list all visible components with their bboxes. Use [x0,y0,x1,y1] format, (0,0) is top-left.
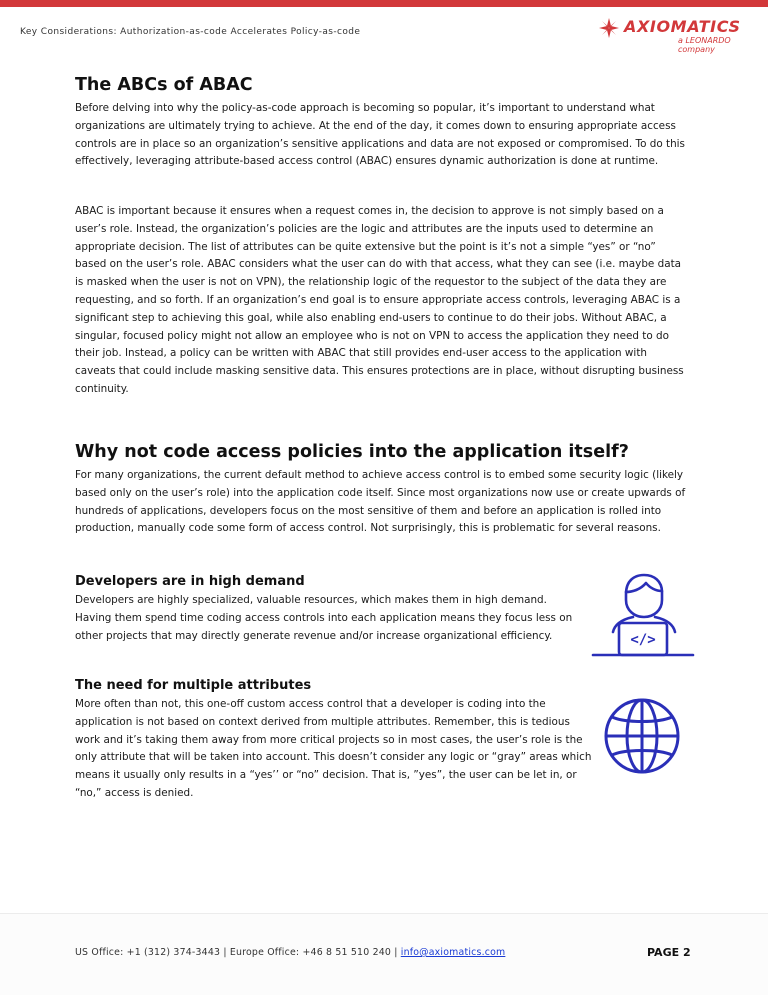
section-paragraph-why: For many organizations, the current default method to achieve access control is to embed some security logic (likely based only on the user’s role) into the application code itself. Since most organizations now use or create upwards of hundreds of applications, developers focus on the most sensitive of them and before an application is rolled into production, manually code some form of access control. Not surprisingly, this is problematic for several reasons. [75,469,686,535]
section-heading-abac: The ABCs of ABAC [75,75,253,95]
section-paragraph-abac-1: Before delving into why the policy-as-code approach is becoming so popular, it’s important to understand what organizations are ultimately trying to achieve. At the end of the day, it comes down to ensuring appropriate access controls are in place so an organization’s sensitive applications and data are not exposed or compromised. To do this effectively, leveraging attribute-based access control (ABAC) ensures dynamic authorization is done at runtime. [75,102,685,168]
document-header-title: Key Considerations: Authorization-as-code Accelerates Policy-as-code [20,27,361,37]
axiomatics-logo-mark-icon [598,17,620,39]
section-paragraph-abac-2: ABAC is important because it ensures when a request comes in, the decision to approve is not simply based on a user’s role. Instead, the organization’s policies are the logic and attributes are the inputs used to determine an appropriate decision. The list of attributes can be quite extensive but the point is it’s not a simple “yes” or “no” based on the user’s role. ABAC considers what the user can do with that access, what they can see (i.e. maybe data is masked when the user is not on VPN), the relationship logic of the requestor to the subject of the data they are requesting, and so forth. If an organization’s end goal is to ensure appropriate access controls, leveraging ABAC is a significant step to achieving this goal, while also enabling end-users to continue to do their jobs. Without ABAC, a singular, focused policy might not allow an employee who is not on VPN to access the application they need to do their job. Instead, a policy can be written with ABAC that still provides end-user access to the application with caveats that could include masking sensitive data. This ensures protections are in place, without disrupting business continuity. [75,205,684,395]
section-heading-why: Why not code access policies into the application itself? [75,442,629,462]
logo-tagline: a LEONARDO company [678,36,731,54]
developer-laptop-icon [591,572,695,658]
top-accent-bar [0,0,768,7]
axiomatics-logo[interactable] [596,17,756,54]
subsection-paragraph-attributes: More often than not, this one-off custom access control that a developer is coding into the application is not based on context derived from multiple attributes. Remember, this is tedious work and it’s taking them away from more critical projects so in most cases, the user’s role is the only attribute that will be taken into account. This doesn’t consider any logic or “gray” areas which means it usually only results in a “yes’’ or “no” decision. That is, ”yes”, the user can be let in, or “no,” access is denied. [75,698,592,799]
footer-contact [75,947,505,958]
subsection-heading-attributes: The need for multiple attributes [75,678,312,693]
page-number: PAGE 2 [647,946,691,959]
subsection-paragraph-developers: Developers are highly specialized, valuable resources, which makes them in high demand. Having them spend time coding access controls into each application means they focus less on other projects that may directly generate revenue and/or increase organizational efficiency. [75,594,573,642]
code-brackets-icon: </> [630,632,656,648]
footer-phone-numbers: US Office: +1 (312) 374-3443 | Europe Office: +46 8 51 510 240 | [75,947,401,958]
logo-wordmark: AXIOMATICS [624,17,741,36]
footer-email-link[interactable]: info@axiomatics.com [400,947,506,958]
globe-icon [603,697,681,775]
subsection-heading-developers: Developers are in high demand [75,574,305,589]
